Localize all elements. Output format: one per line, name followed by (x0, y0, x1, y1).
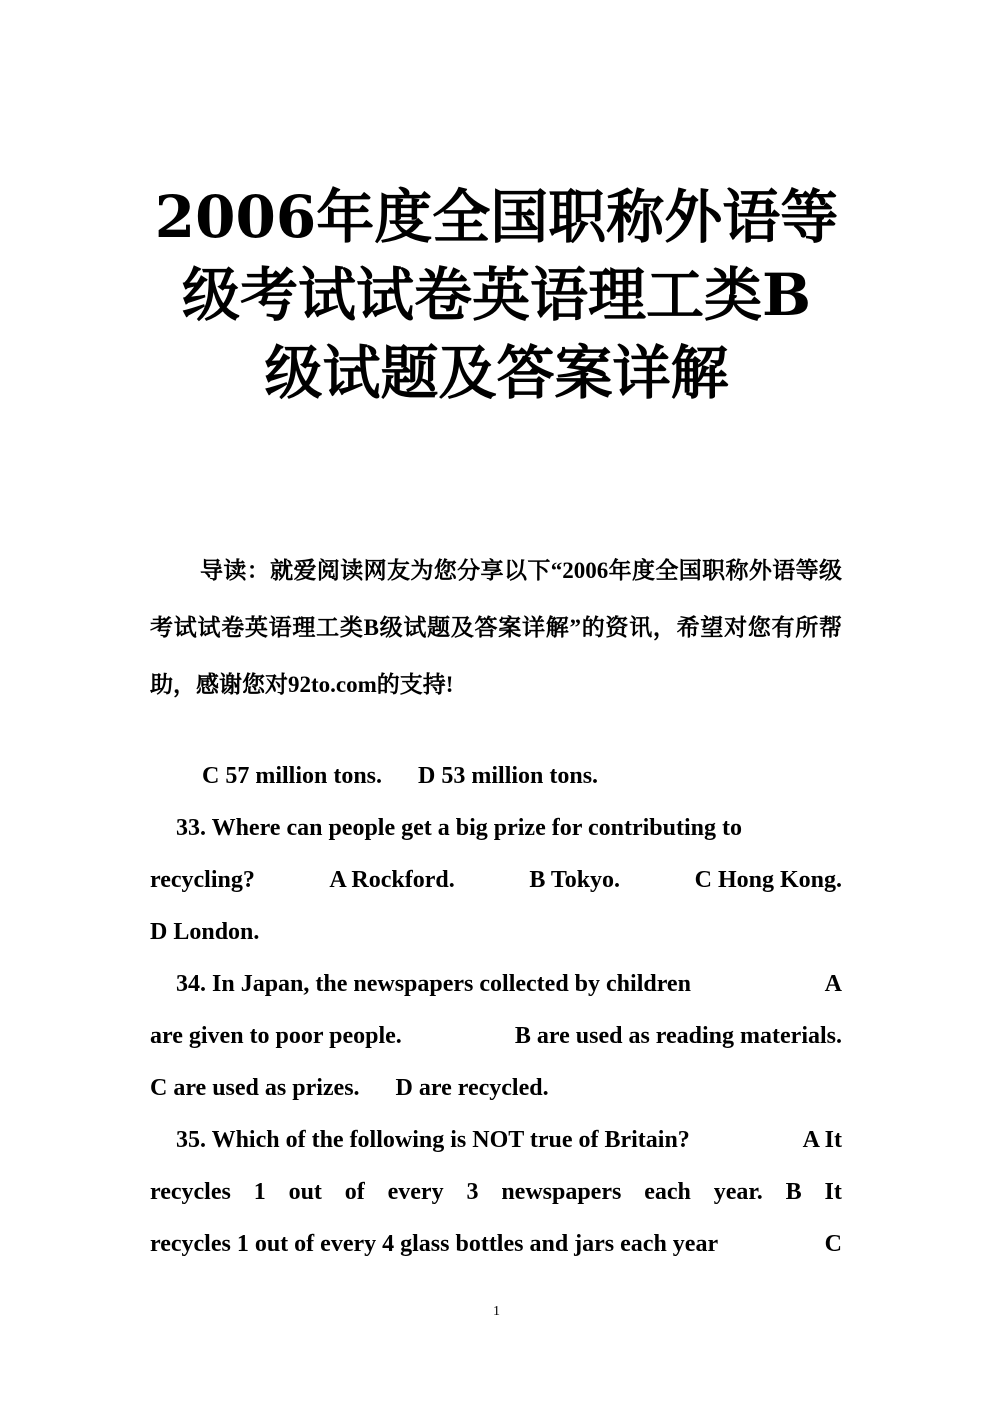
q35-word: It (824, 1179, 842, 1205)
q35-word: B (785, 1179, 802, 1205)
q35-line-2 (150, 1166, 842, 1218)
q33-line-2 (150, 854, 842, 906)
title-line-1: 2006年度全国职称外语等 (154, 183, 839, 251)
q34-option-c: C are used as prizes. (150, 1075, 360, 1101)
q35-word: each (644, 1179, 691, 1205)
page-number: 1 (493, 1304, 500, 1319)
q35-word: out (288, 1179, 322, 1205)
questions-section (150, 750, 842, 1270)
q32-options (150, 750, 842, 802)
q35-word: 3 (466, 1179, 479, 1205)
q33-line-3 (150, 906, 842, 958)
title-line-2: 级考试试卷英语理工类B (181, 261, 812, 329)
q33-option-a: A Rockford. (329, 867, 455, 893)
q35-word: every (387, 1179, 444, 1205)
q33-option-b: B Tokyo. (529, 867, 621, 893)
q32-option-c: C 57 million tons. (202, 763, 383, 789)
q35-option-c-label: C (824, 1231, 842, 1257)
q35-option-b: recycles 1 out of every 4 glass bottles and jars each year (150, 1231, 719, 1257)
q34-line-2 (150, 1010, 842, 1062)
q35-word: recycles (150, 1179, 231, 1205)
q34-option-b: B are used as reading materials. (514, 1023, 842, 1049)
q32-option-d: D 53 million tons. (418, 763, 599, 789)
intro-section (150, 542, 842, 713)
q35-word: newspapers (501, 1179, 622, 1205)
title-line-3: 级试题及答案详解 (264, 339, 729, 407)
q33-word: recycling? (150, 867, 255, 893)
q35-word: 1 (253, 1179, 266, 1205)
q35-line-3 (150, 1218, 842, 1270)
q34-option-d: D are recycled. (395, 1075, 549, 1101)
q33-stem: 33. Where can people get a big prize for contributing to (176, 815, 742, 841)
document-title (0, 178, 993, 412)
q35-word: of (344, 1179, 365, 1205)
q34-line-3 (150, 1062, 842, 1114)
q35-line-1 (150, 1114, 842, 1166)
q34-line-1 (150, 958, 842, 1010)
q35-option-a-label: A It (802, 1127, 842, 1153)
intro-paragraph: 导读：就爱阅读网友为您分享以下“2006年度全国职称外语等级考试试卷英语理工类B级试题及答案详解”的资讯，希望对您有所帮助，感谢您对92to.com的支持! (150, 558, 842, 697)
q34-option-a: are given to poor people. (150, 1023, 402, 1049)
q33-line-1 (150, 802, 842, 854)
q35-word: year. (713, 1179, 763, 1205)
q33-option-d: D London. (150, 919, 260, 945)
q33-option-c: C Hong Kong. (694, 867, 842, 893)
q34-stem: 34. In Japan, the newspapers collected by children (176, 971, 691, 997)
q35-stem: 35. Which of the following is NOT true of Britain? (176, 1127, 690, 1153)
q34-option-a-label: A (824, 971, 842, 997)
